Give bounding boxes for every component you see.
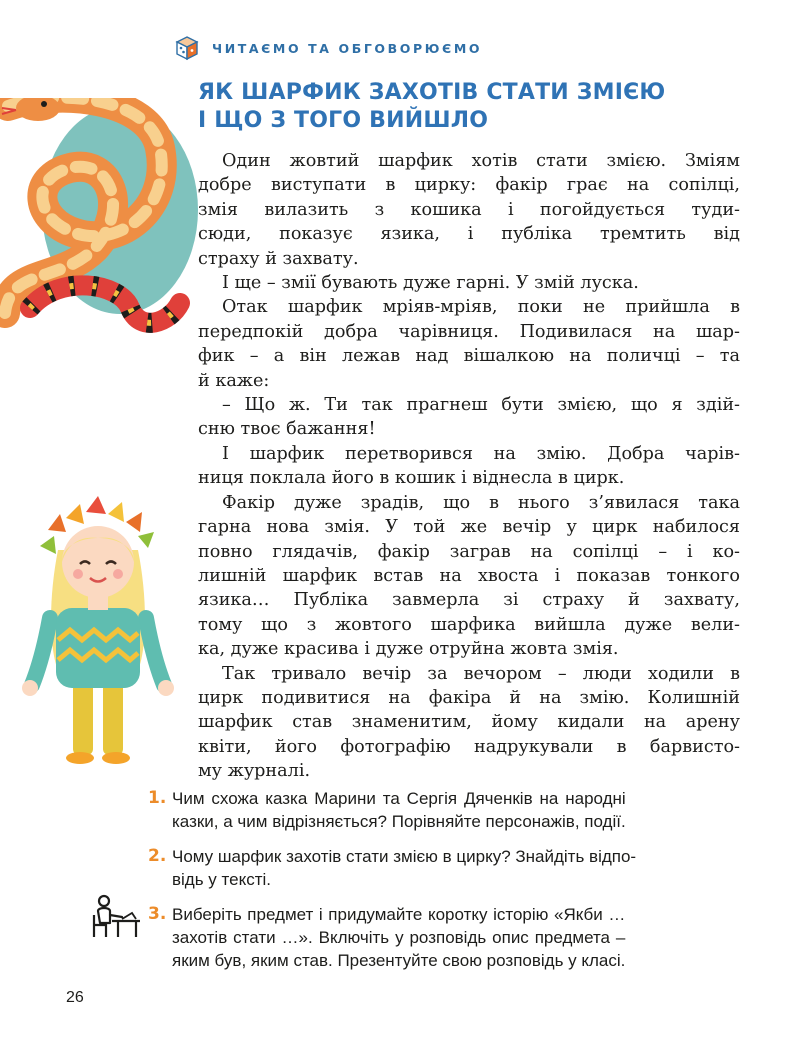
title-line: ЯК ШАРФИК ЗАХОТІВ СТАТИ ЗМІЄЮ [198,80,666,105]
question-item [148,903,748,972]
question-number: 1. [148,788,167,808]
story-line: цирк подивитися на факіра й на змію. Колишній [198,687,740,708]
story-line: передпокій добра чарівниця. Подивилася на шар- [198,321,740,342]
question-item [148,845,748,891]
story-line: сню твоє бажання! [198,419,376,440]
question-number: 3. [148,904,167,924]
question-line: захотів стати …». Включіть у розповідь опис предмета – [172,928,626,947]
student-at-desk-icon [90,893,142,941]
snake-illustration [0,98,205,363]
story-line: ка, дуже красива і дуже отруйна жовта змія. [198,639,619,660]
question-text [172,845,636,891]
story-title [198,79,758,135]
questions-list [148,787,748,984]
story-line: змія вилазить з кошика і погойдується туди- [198,199,740,220]
question-number: 2. [148,846,167,866]
story-line: гарна нова змія. У той же вечір у цирк набилося [198,517,740,538]
question-line: казки, а чим відрізняється? Порівняйте персонажів, події. [172,812,626,831]
story-line: лишній шарфик встав на хвоста і показав тонкого [198,565,740,586]
page-number: 26 [66,989,84,1006]
story-line: тому що з жовтого шарфика вийшла дуже вели- [198,614,740,635]
story-line: Отак шарфик мріяв-мріяв, поки не прийшла в [222,297,740,318]
story-line: му журналі. [198,761,311,782]
story-line: І ще – змії бувають дуже гарні. У змій луска. [222,273,639,294]
story-line: фик – а він лежав над вішалкою на поличці – та [198,346,740,367]
question-item [148,787,748,833]
question-line: Чим схожа казка Марини та Сергія Дяченків на народні [172,789,626,808]
story-line: сюди, показує язика, і публіка тремтить від [198,224,740,245]
story-line: язика… Публіка завмерла зі страху й захвату, [198,590,740,611]
question-text [172,787,626,833]
question-text [172,903,625,972]
story-line: шарфик став знаменитим, йому кидали на арену [198,712,740,733]
title-line: І ЩО З ТОГО ВИЙШЛО [198,108,489,133]
story-line: – Що ж. Ти так прагнеш бути змією, що я здій- [222,395,740,416]
girl-with-leaf-wreath-illustration [18,490,178,770]
story-line: Факір дуже зрадів, що в нього з’явилася така [222,492,740,513]
section-header [174,34,482,62]
story-line: ниця поклала його в кошик і віднесла в цирк. [198,468,625,489]
dice-icon [174,35,200,61]
question-line: Виберіть предмет і придумайте коротку історію «Якби … [172,905,626,924]
story-text [198,149,740,784]
story-line: І шарфик перетворився на змію. Добра чарів- [222,443,740,464]
story-line: страху й захвату. [198,248,359,269]
question-line: Чому шарфик захотів стати змією в цирку? Знайдіть відпо- [172,847,637,866]
story-line: повно глядачів, факір заграв на сопілці – і ко- [198,541,740,562]
story-line: добре виступати в цирку: факір грає на сопілці, [198,175,740,196]
story-line: Так тривало вечір за вечором – люди ходили в [222,663,740,684]
section-label: ЧИТАЄМО ТА ОБГОВОРЮЄМО [212,40,483,56]
question-line: яким був, яким став. Презентуйте свою розповідь у класі. [172,951,626,970]
story-line: й каже: [198,370,270,391]
question-line: відь у тексті. [172,870,271,889]
story-line: Один жовтий шарфик хотів стати змією. Зміям [222,151,740,171]
story-line: квіти, його фотографію надрукували в барвисто- [198,736,740,757]
